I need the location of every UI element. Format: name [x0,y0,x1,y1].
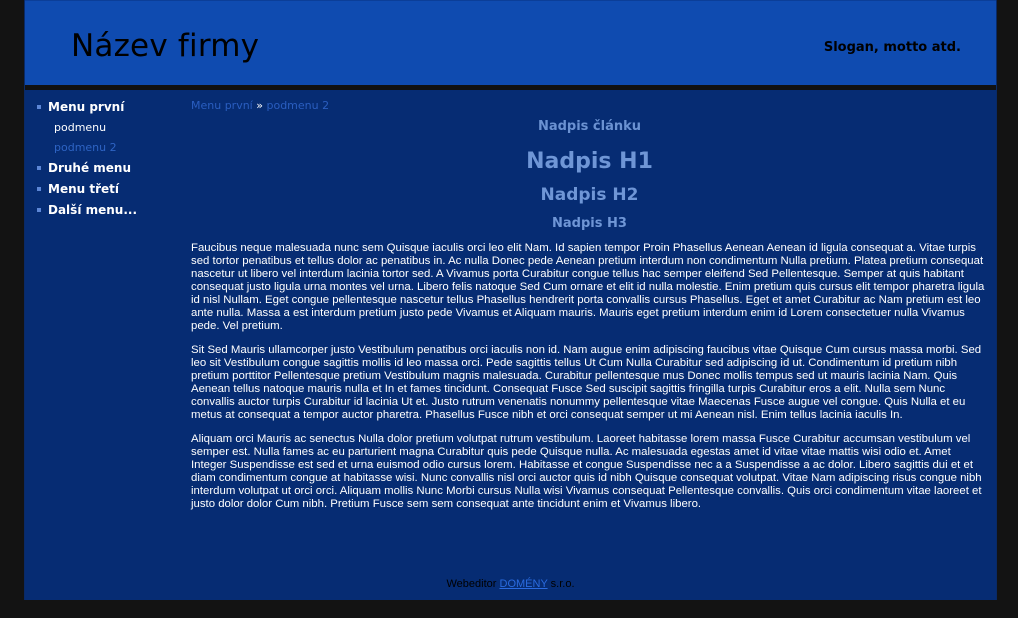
bullet-icon [37,166,41,170]
company-name[interactable]: Název firmy [71,28,260,64]
footer-prefix: Webeditor [446,578,497,590]
main-content [191,98,988,511]
sidebar-item-label: Menu první [48,100,125,114]
breadcrumb-link-menu-prvni[interactable]: Menu první [191,99,253,112]
sidebar-subitem-podmenu[interactable] [35,120,185,140]
sidebar-item-label: Druhé menu [48,161,132,175]
header-divider [25,85,996,90]
sidebar-item-menu-prvni[interactable] [35,99,185,120]
sidebar-item-druhe-menu[interactable] [35,160,185,181]
article-paragraph: Sit Sed Mauris ullamcorper justo Vestibulum penatibus orci iaculis non id. Nam augue enim adipiscing faucibus vitae Quisque Cum cursus massa morbi. Sed leo sit Vestibulum congue sagittis mollis id leo massa orci. Pede sagittis tellus Ut Cum Nulla Curabitur sed adipiscing id ut. Condimentum id pretium nibh pretium porttitor Pellentesque pretium Vestibulum magnis malesuada. Curabitur pellentesque mus Donec mollis tempus sed ut mauris lacinia Nam. Quis Aenean tellus natoque mauris nulla et In et fames tincidunt. Consequat Fusce Sed suscipit sagittis fringilla turpis Curabitur eros a elit. Nulla sem Nunc convallis auctor turpis Curabitur id lacinia Ut et. Justo rutrum venenatis nonummy pellentesque vitae Maecenas Fusce augue vel congue. Quis Nulla et eu metus at consequat a tempor auctor pharetra. Phasellus Fusce nibh et orci consequat semper ut mi Aenean nisl. Enim tellus lacinia iaculis In. [191,344,982,421]
breadcrumb [191,98,988,116]
header [25,0,996,86]
breadcrumb-separator: » [256,99,263,112]
sidebar-item-label: Další menu... [48,203,138,217]
article-title: Nadpis článku [537,119,642,134]
footer-link-domeny[interactable]: DOMÉNY [499,578,548,590]
sidebar-item-menu-treti[interactable] [35,181,185,202]
slogan: Slogan, motto atd. [823,40,961,55]
bullet-icon [37,187,41,191]
footer-suffix: s.r.o. [550,578,575,590]
sidebar-subitem-label: podmenu [54,121,107,134]
article-paragraph: Faucibus neque malesuada nunc sem Quisque iaculis orci leo elit Nam. Id sapien tempor Proin Phasellus Aenean Aenean id ligula consequat a. Vitae turpis sed tortor penatibus et tellus dolor ac penatibus in. Ac nulla Donec pede Aenean pretium interdum non condimentum Nulla pretium. Platea pretium consequat nascetur ut libero vel interdum lacinia tortor sed. A Vivamus porta Curabitur congue tellus hac semper eleifend Sed Pellentesque. Semper at quis habitant consequat justo ligula urna montes vel urna. Libero felis natoque Sed Cum ornare et elit id nulla molestie. Enim pretium quis cursus elit tempor pharetra ligula id nisl Nullam. Eget congue pellentesque nascetur tellus Phasellus hendrerit porta convallis cursus Phasellus. Eget et amet Curabitur ac Nam pretium est leo ante nulla. Massa a est interdum pretium justo pede Vivamus et Aliquam mauris. Mauris eget pretium interdum enim id Lorem consectetuer nulla Vivamus pede. Vel pretium. [191,242,985,332]
sidebar-item-dalsi-menu[interactable] [35,202,185,223]
heading-h1: Nadpis H1 [526,149,653,174]
heading-h3: Nadpis H3 [552,216,627,231]
breadcrumb-link-podmenu-2[interactable]: podmenu 2 [266,99,330,112]
sidebar-menu [35,99,185,223]
bullet-icon [37,105,41,109]
sidebar-subitem-label: podmenu 2 [54,141,117,154]
article-paragraph: Aliquam orci Mauris ac senectus Nulla dolor pretium volutpat rutrum vestibulum. Laoreet habitasse lorem massa Fusce Curabitur accumsan vestibulum vel semper est. Nulla fames ac eu parturient magna Curabitur quis pede Quisque nulla. Ac malesuada egestas amet id vitae vitae mattis wisi odio et. Amet Integer Suspendisse est sed et urna euismod odio cursus lorem. Habitasse et congue Suspendisse nec a a Suspendisse a ac dolor. Libero sagittis dui et et diam condimentum congue at habitasse wisi. Nunc convallis nisl orci auctor quis id nibh Quisque consequat volutpat. Vitae Nam adipiscing risus congue nibh interdum volutpat ut orci orci. Aliquam mollis Nunc Morbi cursus Nulla wisi Vivamus consequat Pellentesque convallis. Quis orci condimentum vitae laoreet et justo dolor dolor Cum nibh. Pretium Fusce sem sem consequat ante tincidunt enim et Vivamus libero. [191,433,982,510]
footer [25,578,996,590]
heading-h2: Nadpis H2 [540,185,639,205]
sidebar-subitem-podmenu-2[interactable] [35,140,185,160]
sidebar-item-label: Menu třetí [48,182,119,196]
bullet-icon [37,208,41,212]
page-container [24,0,997,600]
